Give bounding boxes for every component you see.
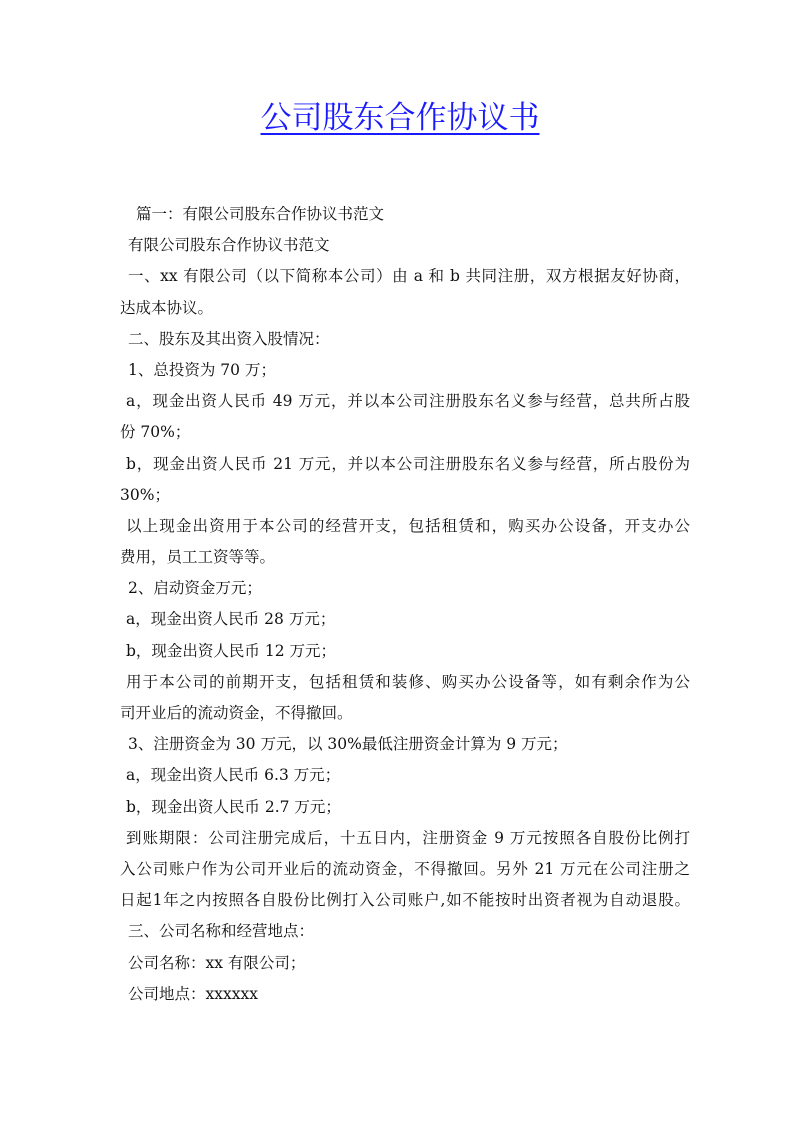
paragraph-line: a，现金出资人民币 6.3 万元； — [126, 766, 341, 785]
paragraph-line: 入公司账户作为公司开业后的流动资金，不得撤回。另外 21 万元在公司注册之 — [120, 859, 690, 878]
paragraph-line: 用于本公司的前期开支，包括租赁和装修、购买办公设备等，如有剩余作为公 — [126, 672, 690, 691]
section-heading-line: 篇一：有限公司股东合作协议书范文 — [136, 205, 385, 223]
paragraph-line: 公司名称：xx 有限公司； — [128, 953, 306, 972]
paragraph-line: 司开业后的流动资金，不得撤回。 — [120, 704, 353, 722]
paragraph-line: 到账期限：公司注册完成后，十五日内，注册资金 9 万元按照各自股份比例打 — [126, 828, 690, 847]
paragraph-line: 3、注册资金为 30 万元，以 30%最低注册资金计算为 9 万元； — [128, 735, 568, 754]
paragraph-line: 一、xx 有限公司（以下简称本公司）由 a 和 b 共同注册，双方根据友好协商， — [128, 267, 690, 286]
paragraph-line: a，现金出资人民币 28 万元； — [126, 610, 336, 629]
document-title: 公司股东合作协议书 — [260, 100, 540, 136]
paragraph-line: 日起1年之内按照各自股份比例打入公司账户,如不能按时出资者视为自动退股。 — [120, 891, 690, 910]
subtitle-line: 有限公司股东合作协议书范文 — [128, 236, 330, 255]
paragraph-line: b，现金出资人民币 2.7 万元； — [126, 797, 341, 816]
paragraph-line: 1、总投资为 70 万； — [128, 360, 276, 379]
clause-heading-line: 三、公司名称和经营地点： — [128, 922, 315, 941]
paragraph-line: 份 70%； — [120, 423, 191, 442]
paragraph-line: b，现金出资人民币 12 万元； — [126, 641, 337, 660]
clause-heading-line: 二、股东及其出资入股情况： — [128, 329, 330, 348]
paragraph-line: 达成本协议。 — [120, 298, 214, 317]
paragraph-line: b，现金出资人民币 21 万元，并以本公司注册股东名义参与经营，所占股份为 — [126, 454, 690, 473]
paragraph-line: 费用，员工工资等等。 — [120, 548, 276, 567]
paragraph-line: 公司地点：xxxxxx — [128, 984, 258, 1003]
paragraph-line: a，现金出资人民币 49 万元，并以本公司注册股东名义参与经营，总共所占股 — [126, 392, 690, 411]
paragraph-line: 30%； — [120, 485, 170, 504]
paragraph-line: 以上现金出资用于本公司的经营开支，包括租赁和，购买办公设备，开支办公 — [126, 516, 690, 535]
document-body — [120, 199, 690, 1010]
paragraph-line: 2、启动资金万元； — [128, 579, 262, 598]
